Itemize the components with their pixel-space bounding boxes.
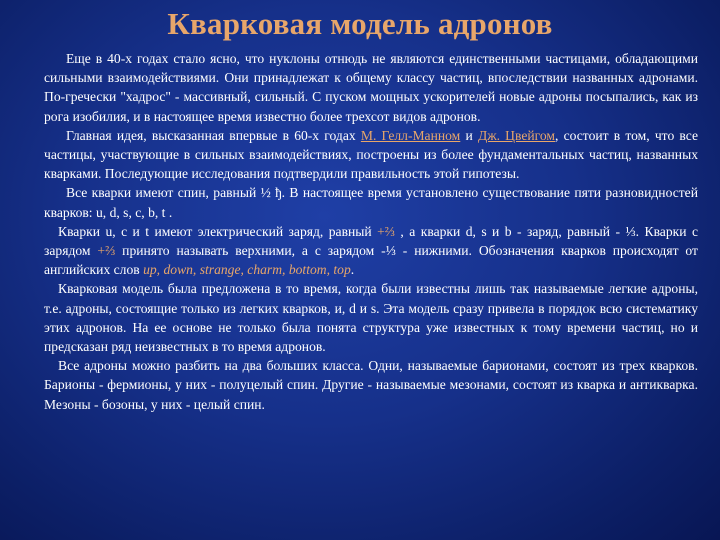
slide-body — [44, 49, 698, 414]
slide-title: Кварковая модель адронов — [167, 6, 553, 41]
text-main-idea-start: Главная идея, высказанная впервые в 60-х годах — [66, 127, 361, 143]
paragraph-quark-model: Кварковая модель была предложена в то время, когда были известны лишь так называемые легкие адроны, т.е. адроны, состоящие только из легких кварков, и, d и s. Эта модель сразу привела в порядок всю систематику этих адронов. На ее основе не только была понята структура уже известных к тому времени частиц, но и предсказан ряд неизвестных в то время адронов. — [44, 281, 698, 355]
text-charges-b: , а кварки d, s и b - заряд, равный - ⅓. Кварки с зарядом — [44, 223, 698, 259]
text-main-idea-end: , состоит в том, что все частицы, участвующие в сильных взаимодействиях, построены из более фундаментальных частиц, названных кварками. Последующие исследования подтвердили правильность этой гипотезы. — [44, 127, 698, 182]
text-charges-c: принято называть верхними, а с зарядом -⅓ - нижними. Обозначения кварков происходят от английских слов — [44, 243, 698, 278]
link-gell-mann[interactable]: М. Гелл-Манном — [360, 127, 461, 143]
text-charges-a: Кварки u, c и t имеют электрический заряд, равный — [58, 223, 378, 239]
charge-plus-two-thirds: +⅔ — [377, 223, 395, 239]
paragraph-quark-spin: Все кварки имеют спин, равный ½ ђ. В настоящее время установлено существование пяти разновидностей кварков: u, d, s, c, b, t . — [44, 185, 698, 220]
charge-plus-two-thirds-2: +⅔ — [97, 243, 116, 259]
paragraph-quark-charges — [44, 222, 698, 280]
quark-flavor-words: up, down, strange, charm, bottom, top — [143, 262, 351, 278]
paragraph-hadron-classes: Все адроны можно разбить на два больших класса. Одни, называемые барионами, состоят из трех кварков. Барионы - фермионы, у них - полуцелый спин. Другие - называемые мезонами, состоят из кварка и антикварка. Мезоны - бозоны, у них - целый спин. — [44, 358, 698, 412]
paragraph-hadrons-intro: Еще в 40-х годах стало ясно, что нуклоны отнюдь не являются единственными частицами, обладающими сильными взаимодействиями. Они принадлежат к общему классу частиц, впоследствии названных адронами. По-гречески "хадрос" - массивный, сильный. С пуском мощных ускорителей новые адроны посыпались, как из рога изобилия, и в настоящее время известно более трехсот видов адронов. — [44, 51, 698, 124]
link-zweig[interactable]: Дж. Цвейгом — [477, 127, 556, 143]
text-and: и — [460, 127, 478, 143]
paragraph-main-idea — [44, 126, 698, 184]
text-charges-d: . — [350, 262, 355, 278]
